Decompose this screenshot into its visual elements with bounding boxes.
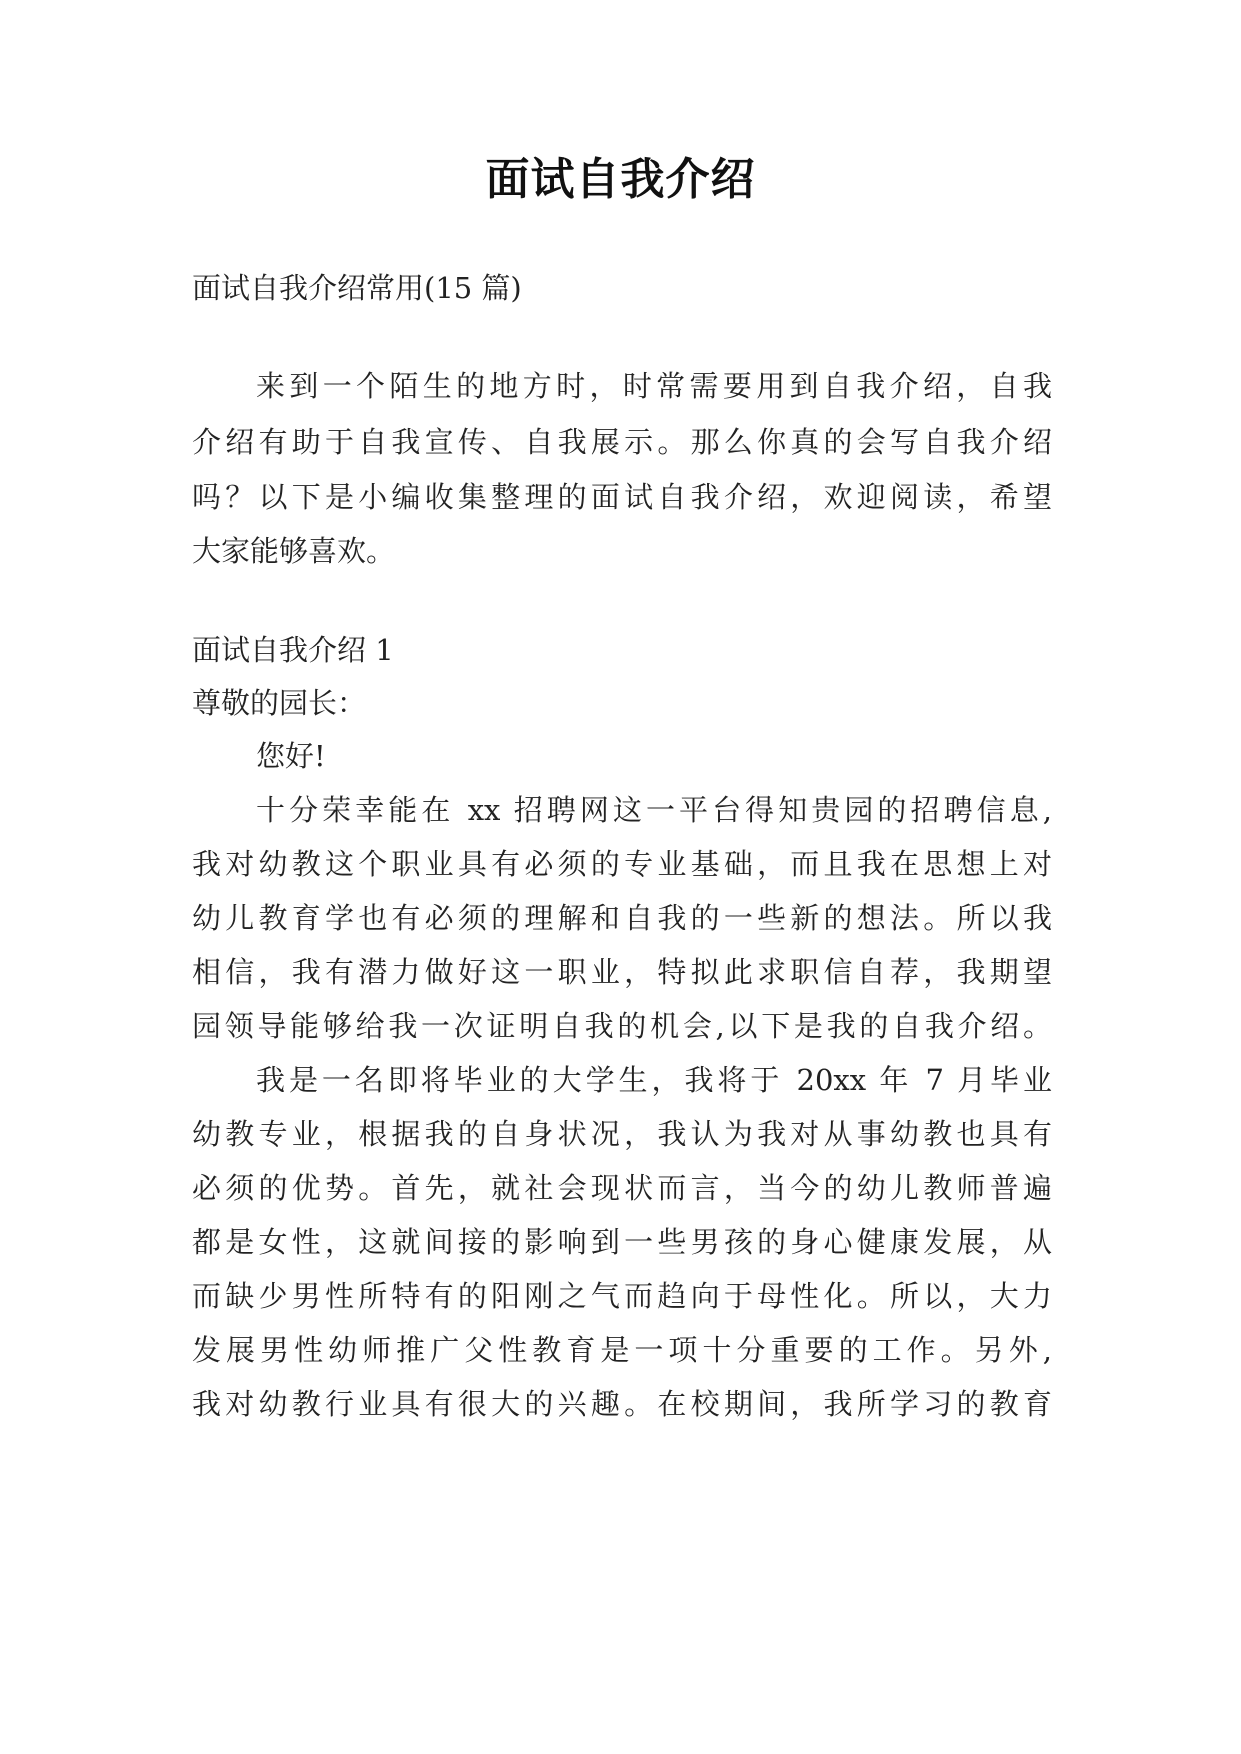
intro-line: 介绍有助于自我宣传、自我展示。那么你真的会写自我介绍 (192, 425, 1052, 459)
section-heading: 面试自我介绍 1 (192, 633, 394, 667)
body-line: 都是女性，这就间接的影响到一些男孩的身心健康发展，从 (192, 1225, 1052, 1259)
greeting: 您好! (256, 739, 326, 773)
body-line: 幼教专业，根据我的自身状况，我认为我对从事幼教也具有 (192, 1117, 1052, 1151)
body-line: 园领导能够给我一次证明自我的机会,以下是我的自我介绍。 (192, 1009, 1052, 1043)
intro-line: 来到一个陌生的地方时，时常需要用到自我介绍，自我 (256, 369, 1052, 403)
body-line: 我对幼教这个职业具有必须的专业基础，而且我在思想上对 (192, 847, 1052, 881)
body-line: 我对幼教行业具有很大的兴趣。在校期间，我所学习的教育 (192, 1387, 1052, 1421)
body-line: 而缺少男性所特有的阳刚之气而趋向于母性化。所以，大力 (192, 1279, 1052, 1313)
body-line: 十分荣幸能在 xx 招聘网这一平台得知贵园的招聘信息, (256, 793, 1052, 827)
document-title: 面试自我介绍 (485, 154, 756, 205)
body-line: 我是一名即将毕业的大学生，我将于 20xx 年 7 月毕业 (256, 1063, 1052, 1097)
body-line: 必须的优势。首先，就社会现状而言，当今的幼儿教师普遍 (192, 1171, 1052, 1205)
document-subtitle: 面试自我介绍常用(15 篇) (192, 271, 522, 305)
body-line: 幼儿教育学也有必须的理解和自我的一些新的想法。所以我 (192, 901, 1052, 935)
intro-line: 大家能够喜欢。 (192, 534, 396, 568)
intro-line: 吗？以下是小编收集整理的面试自我介绍，欢迎阅读，希望 (192, 480, 1052, 514)
body-line: 发展男性幼师推广父性教育是一项十分重要的工作。另外, (192, 1333, 1052, 1367)
salutation: 尊敬的园长： (192, 686, 367, 720)
body-line: 相信，我有潜力做好这一职业，特拟此求职信自荐，我期望 (192, 955, 1052, 989)
